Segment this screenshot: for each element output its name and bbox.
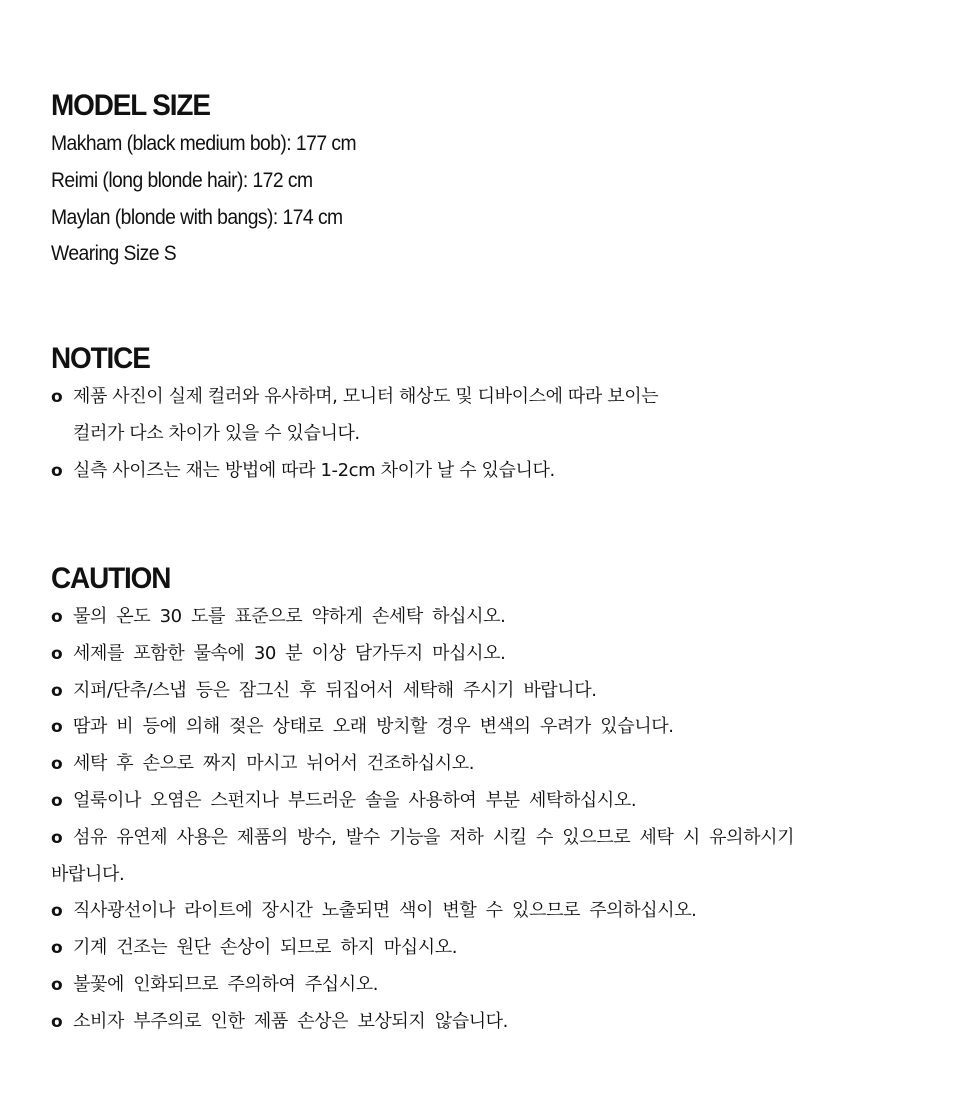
bullet-icon: o	[51, 680, 63, 701]
product-info-page	[51, 0, 931, 1104]
caution-item-text: 얼룩이나 오염은 스펀지나 부드러운 솔을 사용하여 부분 세탁하십시오.	[73, 789, 637, 811]
caution-item	[51, 599, 931, 636]
caution-item-text: 지퍼/단추/스냅 등은 잠그신 후 뒤집어서 세탁해 주시기 바랍니다.	[73, 679, 597, 701]
bullet-icon: o	[51, 790, 63, 811]
caution-item	[51, 893, 931, 930]
notice-heading: NOTICE	[51, 342, 150, 375]
caution-heading: CAUTION	[51, 562, 171, 595]
bullet-icon: o	[51, 387, 63, 407]
caution-item	[51, 636, 931, 673]
notice-item-text: 컬러가 다소 차이가 있을 수 있습니다.	[73, 422, 360, 444]
caution-item	[51, 967, 931, 1004]
caution-item	[51, 783, 931, 820]
bullet-icon: o	[51, 827, 63, 848]
caution-item	[51, 709, 931, 746]
model-size-heading: MODEL SIZE	[51, 89, 210, 122]
model-size-line: Maylan (blonde with bangs): 174 cm	[51, 205, 343, 229]
caution-item-text: 직사광선이나 라이트에 장시간 노출되면 색이 변할 수 있으므로 주의하십시오.	[73, 900, 697, 922]
notice-item-continuation	[51, 416, 931, 453]
caution-list	[51, 599, 931, 1041]
bullet-icon: o	[51, 938, 63, 959]
caution-item-text: 섬유 유연제 사용은 제품의 방수, 발수 기능을 저하 시킬 수 있으므로 세탁 시 유의하시기	[73, 826, 795, 848]
notice-item	[51, 453, 931, 490]
caution-item-text: 기계 건조는 원단 손상이 되므로 하지 마십시오.	[73, 937, 458, 959]
caution-item-text: 세제를 포함한 물속에 30 분 이상 담가두지 마십시오.	[73, 642, 506, 664]
bullet-icon: o	[51, 901, 63, 922]
notice-item-text: 실측 사이즈는 재는 방법에 따라 1-2cm 차이가 날 수 있습니다.	[73, 459, 555, 481]
model-size-line: Reimi (long blonde hair): 172 cm	[51, 168, 313, 192]
bullet-icon: o	[51, 717, 63, 738]
caution-item	[51, 1004, 931, 1041]
wearing-size-line: Wearing Size S	[51, 242, 177, 266]
model-size-section	[51, 86, 931, 273]
caution-section	[51, 559, 931, 1041]
caution-item-text: 세탁 후 손으로 짜지 마시고 뉘어서 건조하십시오.	[73, 753, 475, 775]
notice-item	[51, 379, 931, 416]
caution-item	[51, 820, 931, 857]
caution-item	[51, 930, 931, 967]
caution-item-text: 바랍니다.	[51, 863, 125, 885]
caution-item-text: 물의 온도 30 도를 표준으로 약하게 손세탁 하십시오.	[73, 606, 506, 627]
bullet-icon: o	[51, 607, 63, 627]
caution-item-text: 땀과 비 등에 의해 젖은 상태로 오래 방치할 경우 변색의 우려가 있습니다.	[73, 716, 674, 738]
bullet-icon: o	[51, 1011, 63, 1032]
bullet-icon: o	[51, 643, 63, 664]
notice-item-text: 제품 사진이 실제 컬러와 유사하며, 모니터 해상도 및 디바이스에 따라 보이는	[73, 386, 659, 407]
model-size-line: Makham (black medium bob): 177 cm	[51, 132, 356, 155]
caution-item-text: 소비자 부주의로 인한 제품 손상은 보상되지 않습니다.	[73, 1010, 508, 1032]
notice-list	[51, 379, 931, 489]
notice-section	[51, 339, 931, 489]
caution-item-text: 불꽃에 인화되므로 주의하여 주십시오.	[73, 973, 379, 995]
caution-item	[51, 673, 931, 710]
model-size-list	[51, 126, 931, 273]
bullet-icon: o	[51, 460, 63, 481]
caution-item	[51, 746, 931, 783]
bullet-icon: o	[51, 754, 63, 775]
bullet-icon: o	[51, 974, 63, 995]
caution-item-continuation	[51, 857, 931, 894]
